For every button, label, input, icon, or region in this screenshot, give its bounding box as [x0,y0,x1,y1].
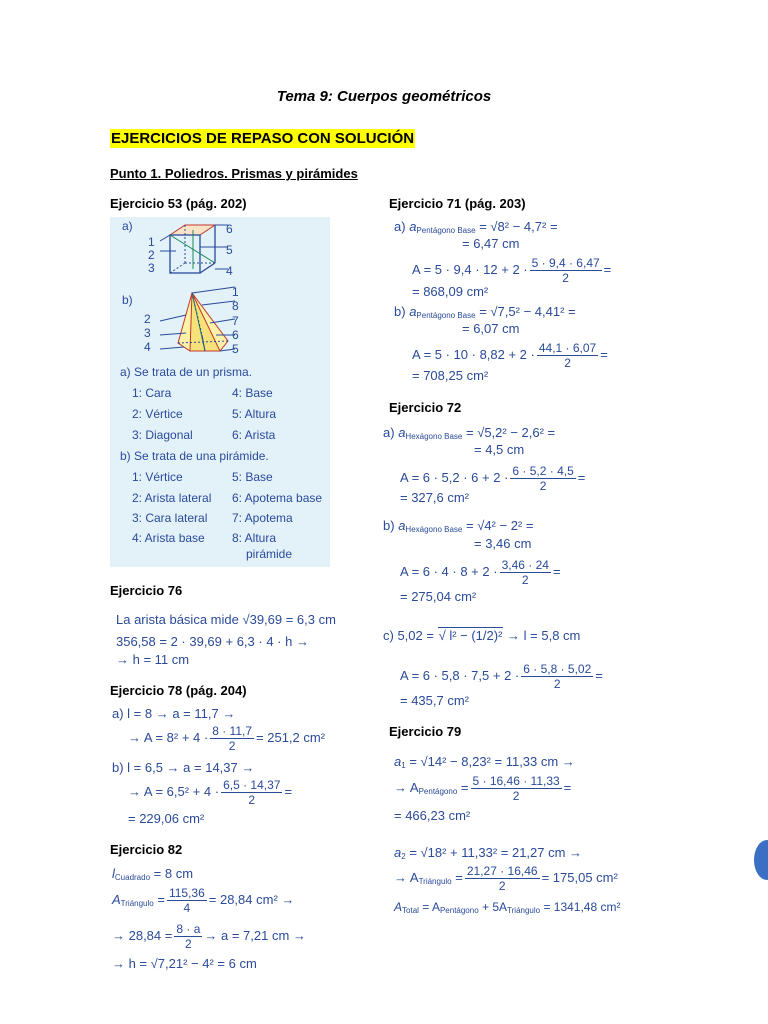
a-item: 5: Altura [232,407,277,421]
fig-b-label: b) [122,293,133,307]
label-b-7: 7 [232,314,239,328]
b-item: 8: Altura [232,531,277,545]
ex71-b3: A = 5 · 10 · 8,82 + 2 · $\frac{44,1 \cdot 6,07}{2}$ = [412,341,608,370]
label-a-5: 5 [226,243,233,257]
a-item: 1: Cara [132,386,172,400]
ex72-a1: a) $a_{Hexágono Base} = √5,2^2 - 2,6^2$ = [383,425,556,441]
a-item: 6: Arista [232,428,276,442]
ex72-b1: b) $a_{Hexágono Base} = √4^2 - 2^2$ = [383,518,534,534]
ex82-line4: → h = √7,21² − 4² = 6 cm [112,956,257,971]
ex79-line6: $A_{Total} = A_{Pentágono} + 5A_{Triángulo} = 1341,48$ cm² [394,900,621,915]
fig-b-text: b) Se trata de una pirámide. [120,449,269,463]
ex71-a1: a) $a_{Pentágono Base} = √8^2 - 4,7^2$ = [394,219,558,235]
label-b-6: 6 [232,328,239,342]
ex72-b3: A = 6 · 4 · 8 + 2 · $\frac{3,46 \cdot 24}{2}$ = [400,558,561,587]
a-item: 2: Vértice [132,407,183,421]
label-a-3: 3 [148,261,155,275]
b-item: 2: Arista lateral [132,491,212,505]
ex78-line5: = 229,06 cm² [128,811,205,826]
exercise-71-header: Ejercicio 71 (pág. 203) [389,196,526,211]
fig-a-label: a) [122,219,133,233]
section-highlight: EJERCICIOS DE REPASO CON SOLUCIÓN [111,130,415,147]
exercise-53-header: Ejercicio 53 (pág. 202) [110,196,247,211]
section-heading: Punto 1. Poliedros. Prismas y pirámides [110,166,358,181]
a-item: 3: Diagonal [132,428,193,442]
label-a-1: 1 [148,235,155,249]
ex72-b2: = 3,46 cm [474,536,532,551]
a-item: 4: Base [232,386,273,400]
label-a-2: 2 [148,248,155,262]
label-b-5: 5 [232,342,239,356]
page-title: Tema 9: Cuerpos geométricos [276,88,492,105]
ex72-a3: A = 6 · 5,2 · 6 + 2 · $\frac{6 \cdot 5,2 \cdot 4,5}{2}$ = [400,464,586,493]
ex79-line5: → $A_{Triángulo}$ = $\frac{21,27 \cdot 16,46}{2}$ = 175,05 cm² [394,864,618,893]
ex72-a4: = 327,6 cm² [400,490,470,505]
b-item: 4: Arista base [132,531,205,545]
exercise-82-header: Ejercicio 82 [110,842,183,857]
b-item: pirámide [246,547,293,561]
b-item: 7: Apotema [232,511,293,525]
ex78-line3: b) l = 6,5 → a = 14,37 → [112,760,255,775]
b-item: 5: Base [232,470,273,484]
ex79-line3: = 466,23 cm² [394,808,471,823]
label-b-1: 1 [232,285,239,299]
exercise-72-header: Ejercicio 72 [389,400,462,415]
ex72-c1: c) 5,02 = √ l² − (1/2)² → l = 5,8 cm [383,628,581,643]
ex71-a2: = 6,47 cm [462,236,520,251]
ex78-line1: a) l = 8 → a = 11,7 → [112,706,236,721]
label-a-6: 6 [226,222,233,236]
ex76-line2: 356,58 = 2 · 39,69 + 6,3 · 4 · h → [116,634,309,649]
ex72-a2: = 4,5 cm [474,442,525,457]
ex71-b2: = 6,07 cm [462,321,520,336]
ex78-line2: → A = 8² + 4 · $\frac{8 \cdot 11,7}{2}$ = 251,2 cm² [128,724,326,753]
figure-53 [110,217,330,567]
ex79-line1: $a_1 = √14^2 - 8,23^2 = 11,33$ cm → [394,754,575,770]
exercise-78-header: Ejercicio 78 (pág. 204) [110,683,247,698]
label-b-3: 3 [144,326,151,340]
fig-a-text: a) Se trata de un prisma. [120,365,253,379]
label-a-4: 4 [226,264,233,278]
exercise-76-header: Ejercicio 76 [110,583,183,598]
ex79-line2: → $A_{Pentágono}$ = $\frac{5 \cdot 16,46 \cdot 11,33}{2}$ = [394,774,572,803]
ex71-b1: b) $a_{Pentágono Base} = √7,5^2 - 4,41^2$ = [394,304,576,320]
b-item: 1: Vértice [132,470,183,484]
b-item: 6: Apotema base [232,491,323,505]
label-b-2: 2 [144,312,151,326]
ex72-c3: = 435,7 cm² [400,693,470,708]
exercise-79-header: Ejercicio 79 [389,724,462,739]
ex79-line4: $a_2 = √18^2 + 11,33^2 = 21,27$ cm → [394,845,583,861]
ex76-line1: La arista básica mide √39,69 = 6,3 cm [116,612,336,627]
label-b-4: 4 [144,340,151,354]
ex82-line3: → 28,84 = $\frac{8 \cdot a}{2}$ → a = 7,21 cm → [112,922,306,951]
label-b-8: 8 [232,299,239,313]
ex82-line2: $A_{Triángulo}$ = $\frac{115,36}{4}$ = 28,84 cm² → [112,886,295,915]
ex82-line1: $l_{Cuadrado} = 8$ cm [112,866,194,882]
pyramid-figure [150,285,310,355]
b-item: 3: Cara lateral [132,511,208,525]
ex78-line4: → A = 6,5² + 4 · $\frac{6,5 \cdot 14,37}{2}$ = [128,778,293,807]
ex72-c2: A = 6 · 5,8 · 7,5 + 2 · $\frac{6 \cdot 5,8 \cdot 5,02}{2}$ = [400,662,603,691]
ex71-b4: = 708,25 cm² [412,368,489,383]
ex71-a3: A = 5 · 9,4 · 12 + 2 · $\frac{5 \cdot 9,4 \cdot 6,47}{2}$ = [412,256,612,285]
ex76-line3: → h = 11 cm [116,652,190,667]
ex71-a4: = 868,09 cm² [412,284,489,299]
ex72-b4: = 275,04 cm² [400,589,477,604]
page-scroll-marker[interactable] [754,840,768,880]
